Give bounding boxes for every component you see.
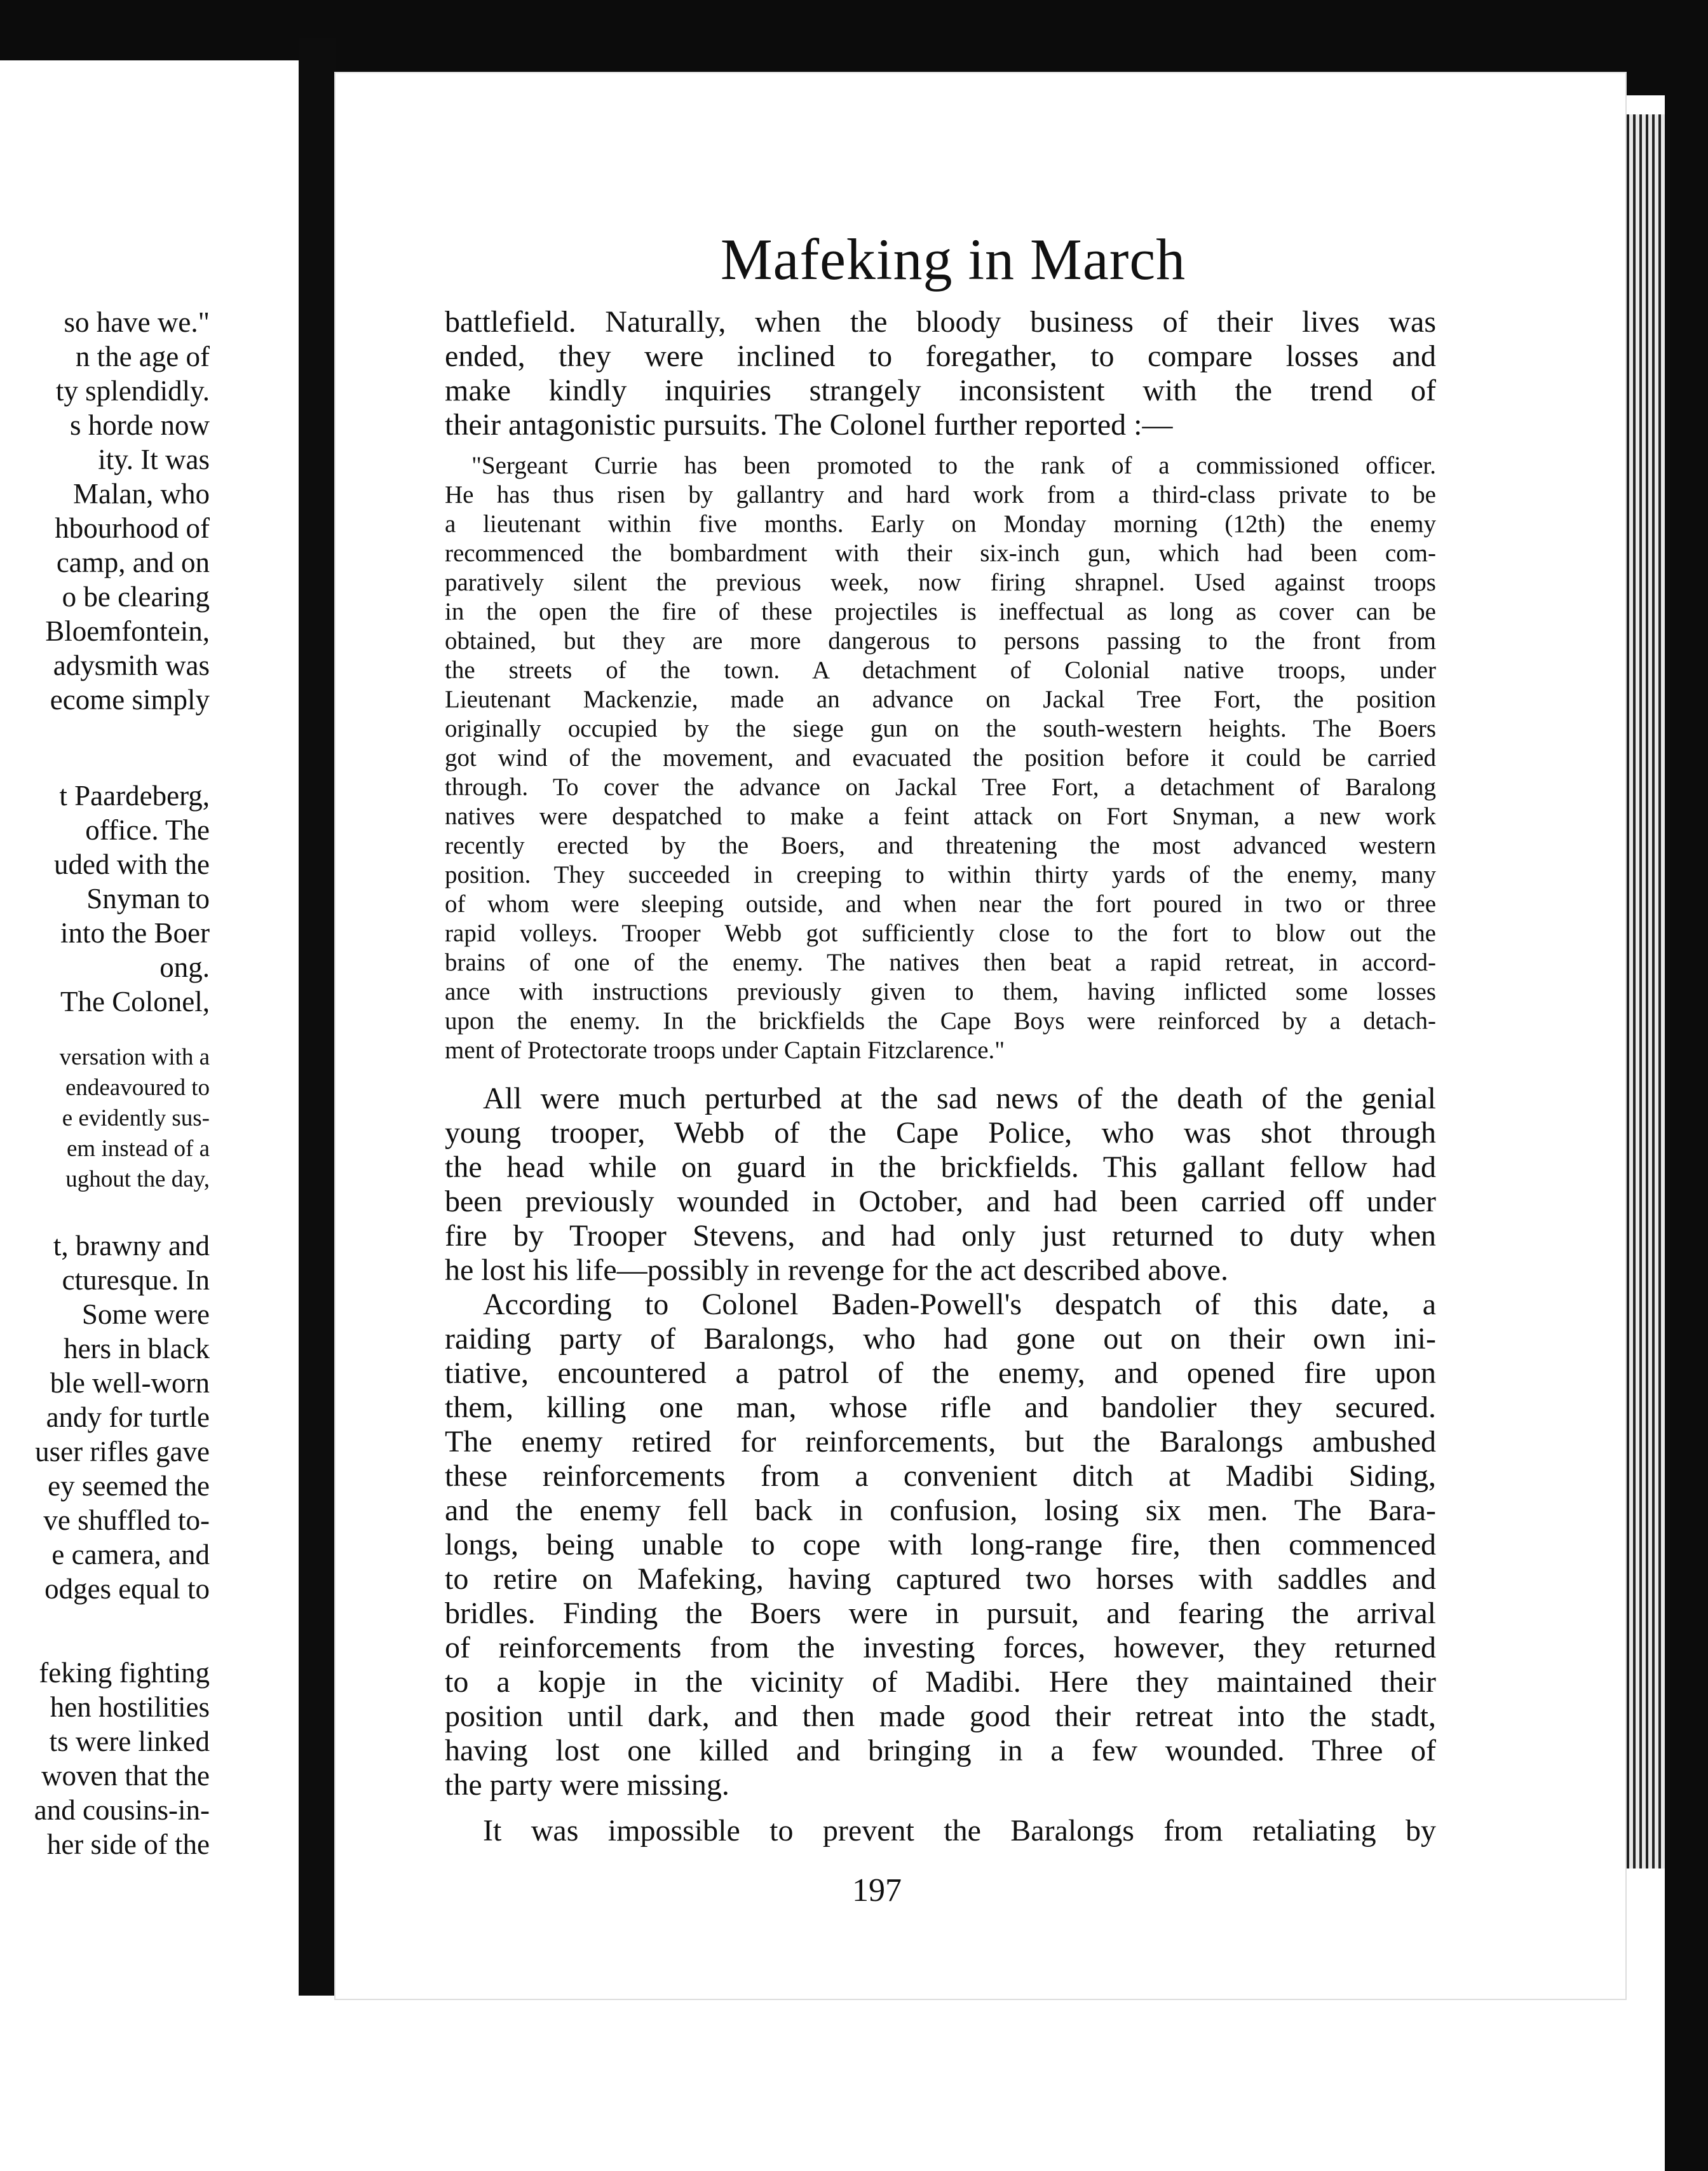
left-page-text-block — [0, 1656, 210, 1861]
text-line: Bloemfontein, — [45, 615, 210, 647]
text-line: According to Colonel Baden-Powell's despatch of this date, a — [483, 1288, 1436, 1321]
text-line: andy for turtle — [46, 1401, 210, 1433]
quote-line: recently erected by the Boers, and threatening the most advanced western — [445, 832, 1436, 859]
text-line: so have we." — [64, 306, 210, 338]
quote-line: the streets of the town. A detachment of Colonial native troops, under — [445, 657, 1436, 684]
left-page-text-block — [0, 305, 210, 717]
text-line: cturesque. In — [62, 1264, 210, 1296]
text-line: battlefield. Naturally, when the bloody business of their lives was — [445, 305, 1436, 339]
left-facing-page — [0, 60, 299, 1999]
text-line: n the age of — [75, 341, 210, 372]
text-line: their antagonistic pursuits. The Colonel further reported :— — [445, 408, 1173, 442]
text-line: fire by Trooper Stevens, and had only just returned to duty when — [445, 1219, 1436, 1253]
page-title: Mafeking in March — [720, 227, 1186, 292]
text-line: and the enemy fell back in confusion, losing six men. The Bara- — [445, 1494, 1436, 1527]
quote-line: He has thus risen by gallantry and hard work from a third-class private to be — [445, 481, 1436, 508]
quote-line: paratively silent the previous week, now firing shrapnel. Used against troops — [445, 569, 1436, 596]
text-line: having lost one killed and bringing in a few wounded. Three of — [445, 1734, 1436, 1767]
text-line: to retire on Mafeking, having captured two horses with saddles and — [445, 1562, 1436, 1596]
quote-line: upon the enemy. In the brickfields the Cape Boys were reinforced by a detach- — [445, 1007, 1436, 1035]
text-line: make kindly inquiries strangely inconsistent with the trend of — [445, 374, 1436, 407]
quote-line: brains of one of the enemy. The natives then beat a rapid retreat, in accord- — [445, 949, 1436, 976]
paragraph — [445, 1288, 1436, 1802]
text-line: he lost his life—possibly in revenge for the act described above. — [445, 1253, 1228, 1287]
text-line: into the Boer — [60, 917, 210, 949]
quote-line: position. They succeeded in creeping to within thirty yards of the enemy, many — [445, 861, 1436, 888]
quote-line: recommenced the bombardment with their six-inch gun, which had been com- — [445, 540, 1436, 567]
paragraph — [445, 1814, 1436, 1848]
quote-line: of whom were sleeping outside, and when near the fort poured in two or three — [445, 890, 1436, 918]
text-line: ong. — [159, 951, 210, 983]
paragraph — [445, 1082, 1436, 1288]
text-line: uded with the — [54, 848, 210, 880]
scan-right-border — [1665, 0, 1708, 2171]
quote-line: got wind of the movement, and evacuated the position before it could be carried — [445, 744, 1436, 772]
body-text-column — [445, 305, 1436, 1848]
text-line: versation with a — [59, 1044, 210, 1070]
text-line: hbourhood of — [55, 512, 210, 544]
quote-line: "Sergeant Currie has been promoted to the rank of a commissioned officer. — [471, 452, 1436, 479]
quote-line: natives were despatched to make a feint attack on Fort Snyman, a new work — [445, 803, 1436, 830]
text-line: ts were linked — [49, 1725, 210, 1757]
quote-line: ment of Protectorate troops under Captain Fitzclarence." — [445, 1037, 1005, 1064]
text-line: office. The — [85, 814, 210, 846]
text-line: em instead of a — [67, 1136, 210, 1162]
text-line: hen hostilities — [50, 1691, 210, 1723]
text-line: It was impossible to prevent the Baralongs from retaliating by — [483, 1814, 1436, 1848]
text-line: of reinforcements from the investing forces, however, they returned — [445, 1631, 1436, 1664]
text-line: user rifles gave — [35, 1436, 210, 1467]
text-line: young trooper, Webb of the Cape Police, who was shot through — [445, 1116, 1436, 1150]
text-line: the head while on guard in the brickfields. This gallant fellow had — [445, 1150, 1436, 1184]
text-line: hers in black — [64, 1333, 210, 1365]
text-line: e evidently sus- — [62, 1105, 210, 1131]
text-line: e camera, and — [51, 1539, 210, 1570]
text-line: to a kopje in the vicinity of Madibi. Here they maintained their — [445, 1665, 1436, 1699]
text-line: ended, they were inclined to foregather, to compare losses and — [445, 339, 1436, 373]
quote-line: ance with instructions previously given to them, having inflicted some losses — [445, 978, 1436, 1005]
quote-line: Lieutenant Mackenzie, made an advance on Jackal Tree Fort, the position — [445, 686, 1436, 713]
text-line: woven that the — [41, 1760, 210, 1792]
left-page-text-block — [0, 1228, 210, 1606]
text-line: them, killing one man, whose rifle and bandolier they secured. — [445, 1391, 1436, 1424]
text-line: Snyman to — [86, 883, 210, 915]
text-line: Malan, who — [73, 478, 210, 510]
text-line: these reinforcements from a convenient ditch at Madibi Siding, — [445, 1459, 1436, 1493]
text-line: t Paardeberg, — [59, 780, 210, 812]
book-gutter — [299, 38, 336, 1996]
quote-line: through. To cover the advance on Jackal Tree Fort, a detachment of Baralong — [445, 773, 1436, 801]
quote-line: in the open the fire of these projectiles is ineffectual as long as cover can be — [445, 598, 1436, 625]
text-line: ecome simply — [50, 684, 210, 716]
text-line: longs, being unable to cope with long-range fire, then commenced — [445, 1528, 1436, 1562]
quote-line: originally occupied by the siege gun on the south-western heights. The Boers — [445, 715, 1436, 742]
page-number: 197 — [852, 1872, 902, 1909]
text-line: and cousins-in- — [34, 1794, 210, 1826]
text-line: The Colonel, — [60, 986, 210, 1017]
block-quote — [445, 451, 1436, 1065]
text-line: All were much perturbed at the sad news of the death of the genial — [483, 1082, 1436, 1115]
text-line: The enemy retired for reinforcements, but the Baralongs ambushed — [445, 1425, 1436, 1459]
text-line: camp, and on — [56, 547, 210, 578]
text-line: adysmith was — [53, 650, 210, 681]
text-line: s horde now — [70, 409, 210, 441]
text-line: ity. It was — [98, 444, 210, 475]
text-line: ble well-worn — [50, 1367, 210, 1399]
text-line: tiative, encountered a patrol of the enemy, and opened fire upon — [445, 1356, 1436, 1390]
quote-line: obtained, but they are more dangerous to persons passing to the front from — [445, 627, 1436, 655]
left-page-text-block — [0, 779, 210, 1019]
left-page-text-block — [0, 1042, 210, 1195]
text-line: position until dark, and then made good their retreat into the stadt, — [445, 1699, 1436, 1733]
text-line: o be clearing — [62, 581, 210, 613]
text-line: t, brawny and — [53, 1230, 210, 1262]
text-line: Some were — [81, 1298, 210, 1330]
text-line: her side of the — [46, 1828, 210, 1860]
quote-line: rapid volleys. Trooper Webb got sufficiently close to the fort to blow out the — [445, 920, 1436, 947]
text-line: been previously wounded in October, and had been carried off under — [445, 1185, 1436, 1218]
text-line: the party were missing. — [445, 1768, 729, 1802]
text-line: raiding party of Baralongs, who had gone out on their own ini- — [445, 1322, 1436, 1356]
text-line: feking fighting — [39, 1657, 210, 1689]
paragraph — [445, 305, 1436, 442]
text-line: ve shuffled to- — [43, 1504, 210, 1536]
text-line: odges equal to — [44, 1573, 210, 1605]
text-line: ey seemed the — [48, 1470, 210, 1502]
text-line: ty splendidly. — [55, 375, 210, 407]
quote-line: a lieutenant within five months. Early on Monday morning (12th) the enemy — [445, 510, 1436, 538]
text-line: bridles. Finding the Boers were in pursuit, and fearing the arrival — [445, 1596, 1436, 1630]
text-line: ughout the day, — [65, 1166, 210, 1192]
text-line: endeavoured to — [65, 1075, 210, 1101]
